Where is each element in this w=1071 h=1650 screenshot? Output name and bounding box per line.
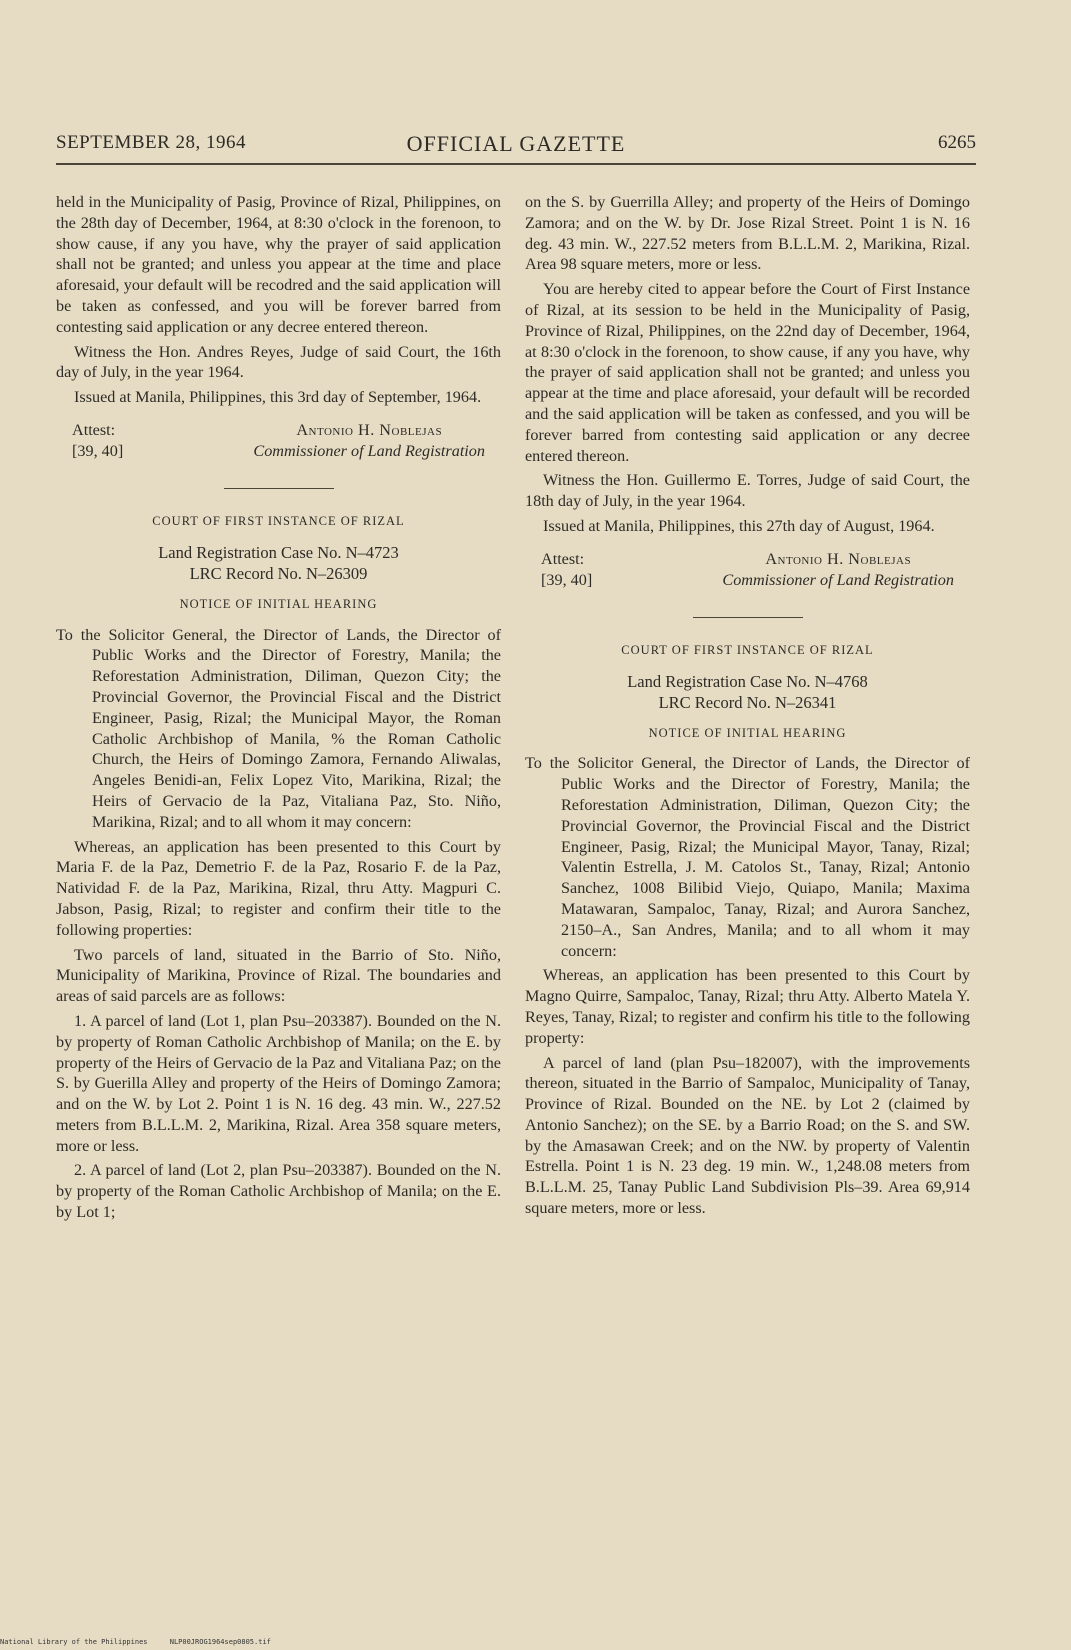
right-column [525, 192, 970, 1223]
attest-block [541, 549, 970, 591]
attest-name: Antonio H. Noblejas [765, 549, 912, 568]
paragraph: on the S. by Guerrilla Alley; and property of the Heirs of Domingo Zamora; and on the W. by Dr. Jose Rizal Street. Point 1 is N. 16 deg. 43 min. W., 227.52 meters from B.L.L.M. 2, Marikina, Rizal. Area 98 square meters, more or less. [525, 193, 970, 274]
attest-label: Attest: [541, 549, 585, 568]
paragraph: Witness the Hon. Guillermo E. Torres, Judge of said Court, the 18th day of July, in the year 1964. [525, 471, 970, 511]
court-heading: COURT OF FIRST INSTANCE OF RIZAL [621, 642, 874, 657]
page-number: 6265 [938, 132, 976, 153]
paragraph: Whereas, an application has been presented to this Court by Maria F. de la Paz, Demetrio F. de la Paz, Rosario F. de la Paz, Natividad F. de la Paz, Marikina, Rizal, thru Atty. Magpuri C. Jabson, Pasig, Rizal; to register and confirm their title to the following properties: [56, 837, 501, 939]
record-number: LRC Record No. N–26341 [658, 692, 837, 712]
header-rule [56, 163, 976, 165]
attest-label: Attest: [72, 420, 116, 439]
paragraph: Whereas, an application has been presented to this Court by Magno Quirre, Sampaloc, Tanay, Rizal; thru Atty. Alberto Matela Y. Reyes, Tanay, Rizal; to register and confirm his title to the following property: [525, 966, 970, 1047]
addressees: To the Solicitor General, the Director of Lands, the Director of Public Works and the Director of Forestry, Manila; the Reforestation Administration, Diliman, Quezon City; the Provincial Governor, the Provincial Fiscal and the District Engineer, Pasig, Rizal; the Municipal Mayor, Tanay, Rizal; Valentin Estrella, J. M. Catolos St., Tanay, Rizal; Antonio Sanchez, 1008 Bilibid Viejo, Quiapo, Manila; Maxima Matawaran, Sampaloc, Tanay, Rizal; and Aurora Sanchez, 2150–A., San Andres, Manila; and to all whom it may concern: [525, 754, 970, 960]
paragraph: 1. A parcel of land (Lot 1, plan Psu–203387). Bounded on the N. by property of Roman Catholic Archbishop of Manila; on the E. by property of the Heirs of Gervacio de la Paz and Vitaliana Paz; on the S. by Guerilla Alley and property of the Heirs of Domingo Zamora; and on the W. by Lot 2. Point 1 is N. 16 deg. 43 min. W., 227.52 meters from B.L.L.M. 2, Marikina, Rizal. Area 358 square meters, more or less. [56, 1011, 501, 1155]
addressees: To the Solicitor General, the Director of Lands, the Director of Public Works and the Director of Forestry, Manila; the Reforestation Administration, Diliman, Quezon City; the Provincial Governor, the Provincial Fiscal and the District Engineer, Pasig, Rizal; the Municipal Mayor, the Roman Catholic Archbishop of Manila, % the Roman Catholic Church, the Heirs of Domingo Zamora, Fernando Aliwalas, Angeles Benidi-an, Felix Lopez Vito, Marikina, Rizal; the Heirs of Gervacio de la Paz, Vitaliana Paz, Sto. Niño, Marikina, Rizal; and to all whom it may concern: [56, 625, 501, 831]
footer-file: NLP00JROG1964sep0805.tif [169, 1638, 271, 1646]
paragraph: A parcel of land (plan Psu–182007), with the improvements thereon, situated in the Barrio of Sampaloc, Municipality of Tanay, Province of Rizal. Bounded on the NE. by Lot 2 (claimed by Antonio Sanchez); on the SE. by a Barrio Road; on the S. and SW. by the Amasawan Creek; and on the NW. by property of Valentin Estrella. Point 1 is N. 23 deg. 19 min. W., 1,248.08 meters from B.L.L.M. 25, Tanay Public Land Subdivision Pls–39. Area 69,914 square meters, more or less. [525, 1053, 970, 1218]
paragraph: Issued at Manila, Philippines, this 3rd day of September, 1964. [74, 388, 482, 407]
header-title: OFFICIAL GAZETTE [406, 131, 626, 156]
page-header [56, 132, 976, 162]
footer-library: National Library of the Philippines [0, 1638, 148, 1646]
scan-footer [0, 1638, 289, 1646]
case-number: Land Registration Case No. N–4768 [627, 671, 868, 691]
paragraph: You are hereby cited to appear before the Court of First Instance of Rizal, at its session to be held in the Municipality of Pasig, Province of Rizal, Philippines, on the 22nd day of December, 1964, at 8:30 o'clock in the forenoon, to show cause, if any you have, why the prayer of said application shall not be granted; and unless you appear at the time and place aforesaid, your default will be recorded and the said application will be taken as confessed, and you will be forever barred from contesting said application or any decree entered thereon. [525, 280, 970, 465]
case-info [525, 671, 970, 713]
paragraph: held in the Municipality of Pasig, Province of Rizal, Philippines, on the 28th day of December, 1964, at 8:30 o'clock in the forenoon, to show cause, if any you have, why the prayer of said application shall not be granted; and unless you appear at the time and place aforesaid, your default will be recodred and the said application will be taken as confessed, and you will be forever barred from contesting said application or any decree entered thereon. [56, 193, 501, 336]
left-column [56, 192, 501, 1227]
header-date: SEPTEMBER 28, 1964 [56, 132, 247, 153]
notice-heading: NOTICE OF INITIAL HEARING [648, 725, 847, 740]
attest-ref: [39, 40] [72, 441, 124, 460]
attest-left [541, 549, 592, 591]
attest-name: Antonio H. Noblejas [296, 420, 443, 439]
attest-ref: [39, 40] [541, 570, 593, 589]
notice-heading: NOTICE OF INITIAL HEARING [179, 596, 378, 611]
case-info [56, 542, 501, 584]
attest-title: Commissioner of Land Registration [253, 441, 485, 460]
court-heading: COURT OF FIRST INSTANCE OF RIZAL [152, 513, 405, 528]
paragraph: Witness the Hon. Andres Reyes, Judge of said Court, the 16th day of July, in the year 1964. [56, 342, 501, 382]
attest-right [253, 420, 485, 462]
attest-left [72, 420, 123, 462]
section-divider [693, 617, 803, 618]
attest-block [72, 420, 501, 462]
attest-title: Commissioner of Land Registration [722, 570, 954, 589]
section-divider [224, 488, 334, 489]
paragraph: 2. A parcel of land (Lot 2, plan Psu–203387). Bounded on the N. by property of the Roman Catholic Archbishop of Manila; on the E. by Lot 1; [56, 1161, 501, 1222]
paragraph: Issued at Manila, Philippines, this 27th day of August, 1964. [543, 516, 935, 535]
attest-right [722, 549, 954, 591]
record-number: LRC Record No. N–26309 [189, 563, 368, 583]
paragraph: Two parcels of land, situated in the Barrio of Sto. Niño, Municipality of Marikina, Province of Rizal. The boundaries and areas of said parcels are as follows: [56, 945, 501, 1006]
case-number: Land Registration Case No. N–4723 [158, 542, 399, 562]
